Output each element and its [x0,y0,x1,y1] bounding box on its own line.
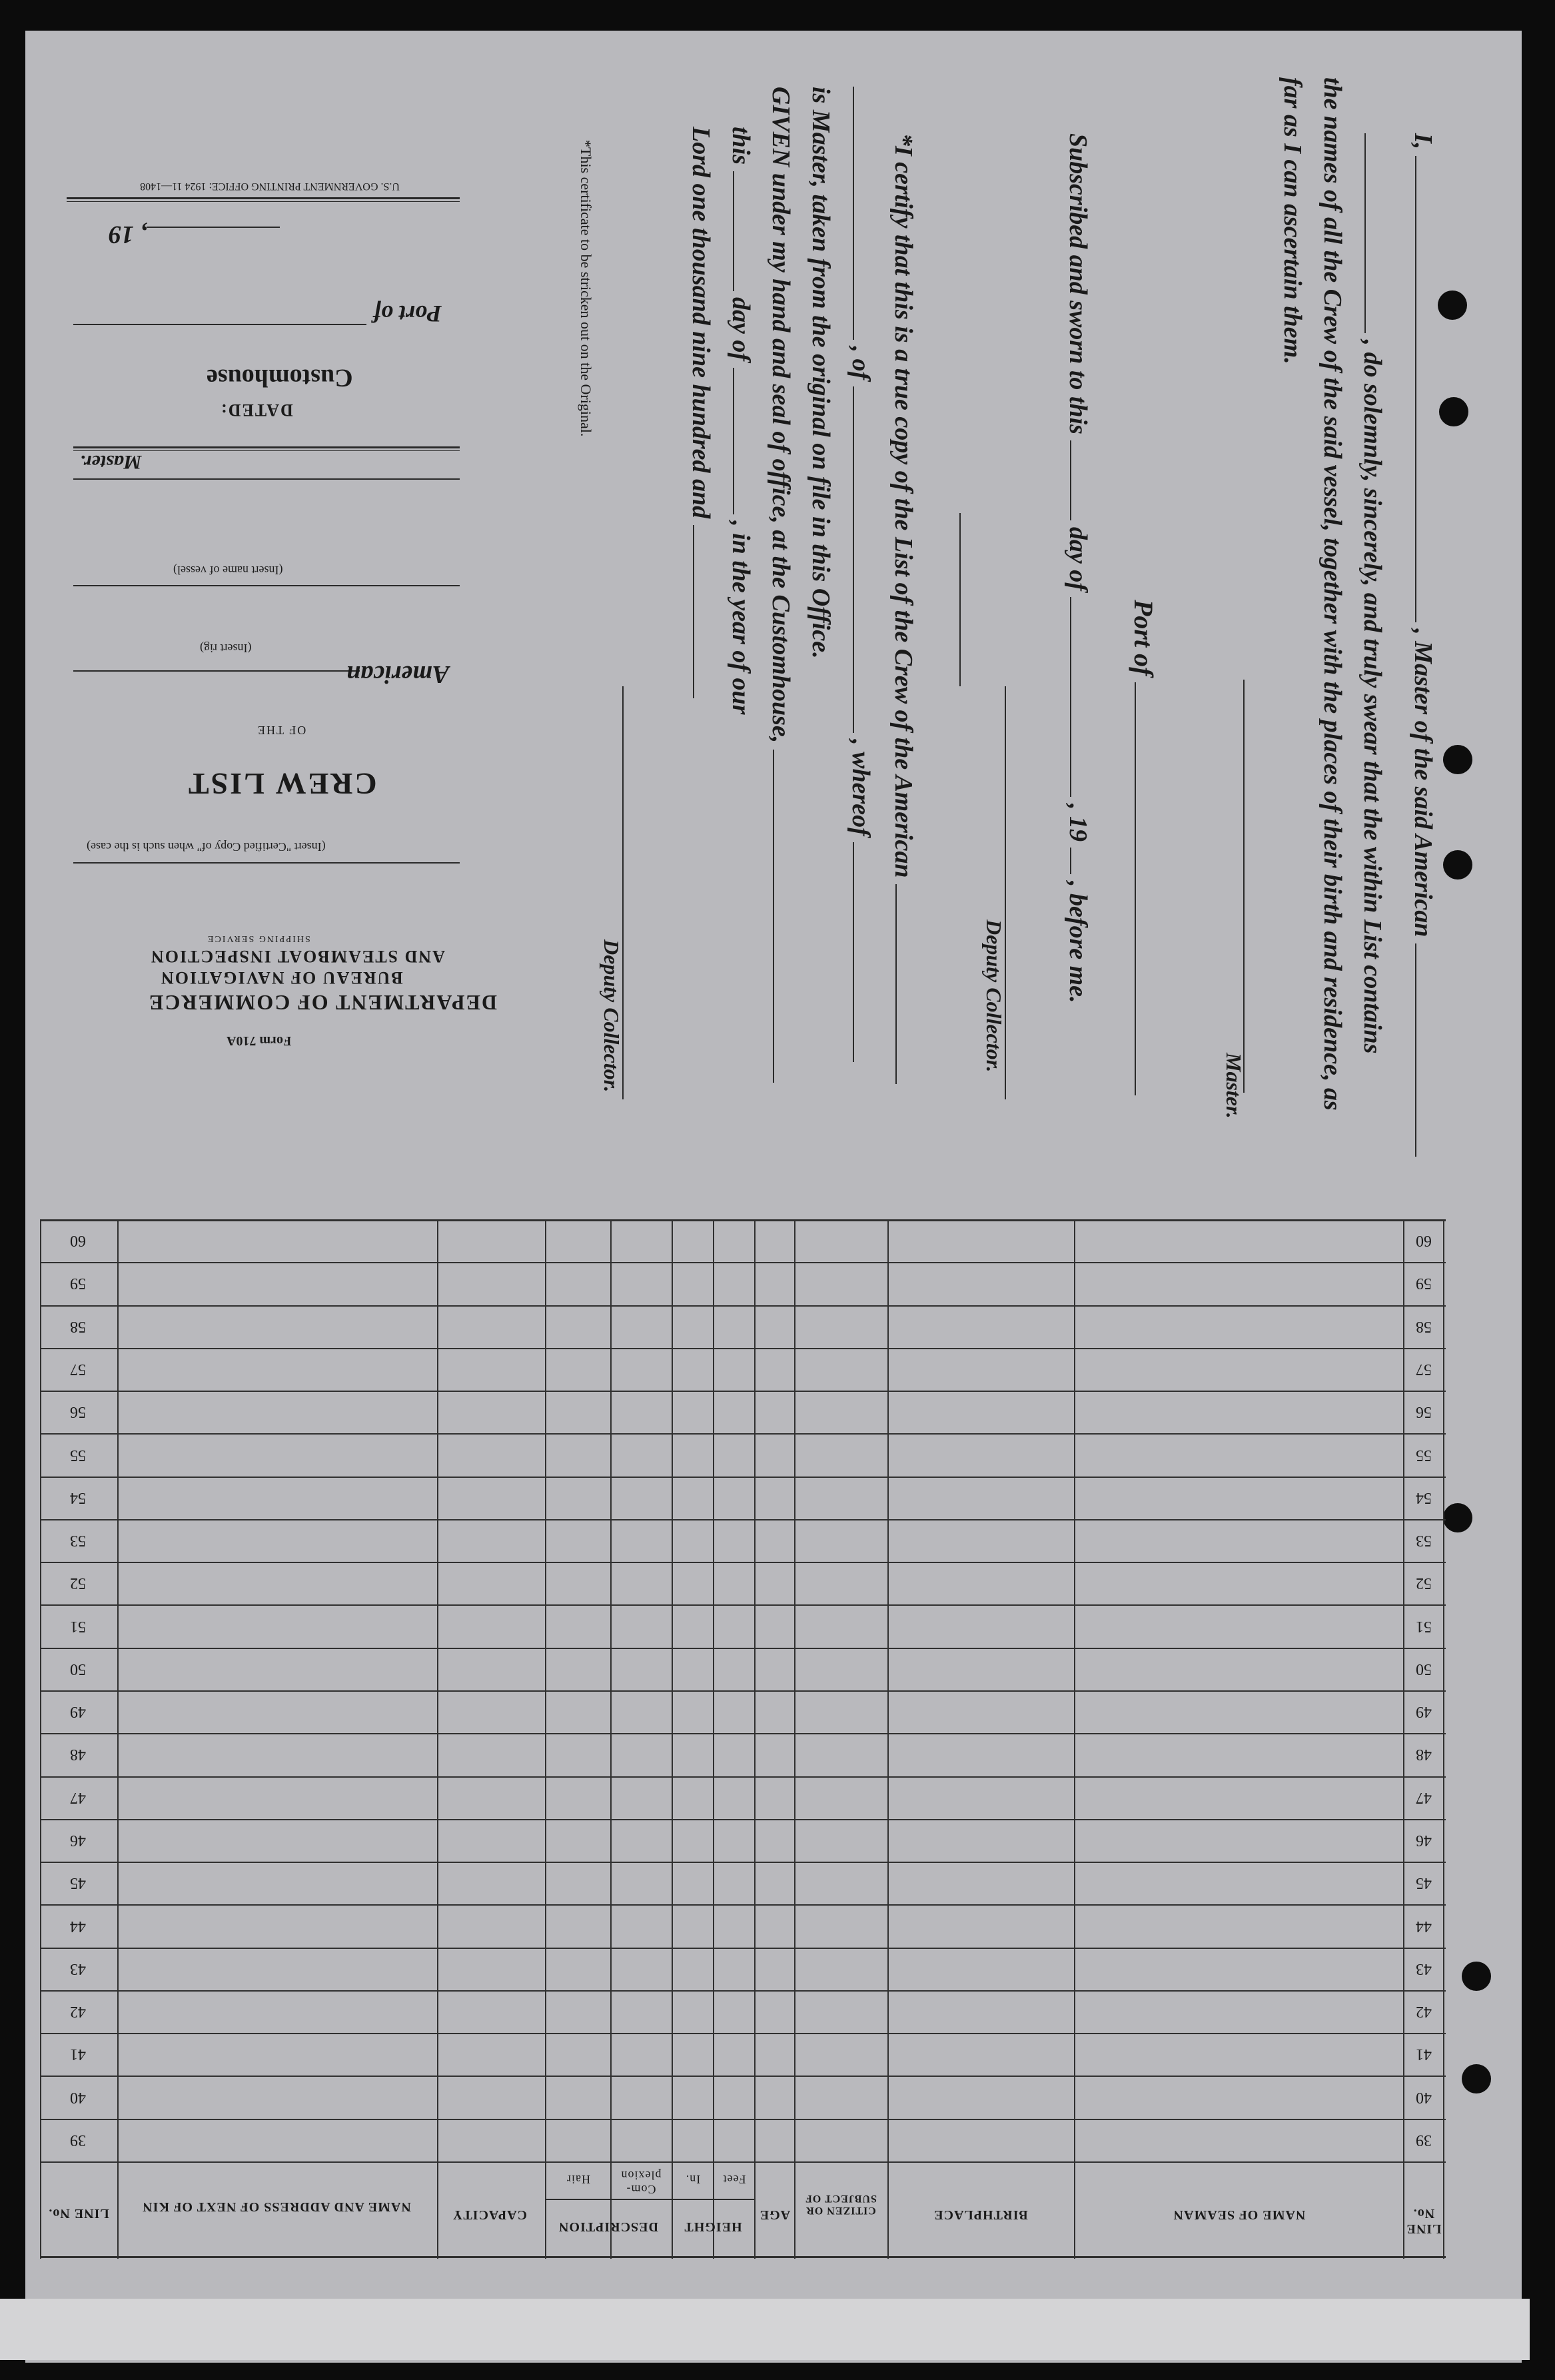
row-number-right: 44 [1416,1917,1432,1935]
certified-copy-note: (Insert "Certified Copy of" when such is the case) [87,840,326,854]
lord-line [686,127,716,698]
header-birthplace: BIRTHPLACE [933,2207,1028,2222]
row-number-left: 42 [70,2003,86,2021]
col-line [610,1219,612,2259]
oath-i: I, [1409,133,1437,150]
header-separator [40,2161,1446,2163]
table-right-border [1443,1219,1444,2259]
row-line [40,1690,1446,1692]
row-number-left: 50 [70,1660,86,1678]
punch-hole [1443,1503,1472,1532]
row-line [40,1648,1446,1649]
lord-year-blank [693,525,698,698]
deputy-collector-label: Deputy Collector. [982,919,1006,1073]
col-line [754,1219,756,2259]
month-blank [1070,597,1075,797]
row-number-right: 55 [1416,1446,1432,1464]
row-line [40,1990,1446,1992]
crew-table [40,1219,1446,2259]
row-line [40,2033,1446,2034]
row-number-left: 55 [70,1446,86,1464]
year-line [60,220,280,249]
year-text: , 19 [109,221,147,249]
row-number-left: 48 [70,1746,86,1764]
row-number-right: 59 [1416,1275,1432,1293]
row-number-right: 43 [1416,1960,1432,1978]
insert-rig-note: (Insert rig) [200,642,252,655]
row-line [40,1305,1446,1307]
header-feet: Feet [722,2173,746,2186]
crew-list-title: CREW LIST [187,767,377,801]
header-age: AGE [759,2207,791,2222]
port-of-label: Port of [1129,600,1159,676]
port-name-blank [853,386,858,733]
row-number-right: 46 [1416,1831,1432,1849]
whereof-text: , whereof [847,739,875,836]
master-signature-label: Master. [1222,1053,1246,1119]
whereof-blank [853,842,858,1062]
of-line [846,87,875,1062]
date-blank [147,227,280,228]
row-number-right: 45 [1416,1874,1432,1892]
this-day-line [726,127,756,714]
of-vessel-blank [853,87,858,340]
row-number-left: 40 [70,2088,86,2106]
subscribed-text: Subscribed and sworn to this [1064,133,1092,434]
row-line [40,2076,1446,2077]
row-number-right: 54 [1416,1488,1432,1506]
row-number-left: 57 [70,1360,86,1378]
is-master-line: is Master, taken from the original on file in this Office. [807,87,835,659]
row-number-left: 49 [70,1703,86,1721]
row-number-right: 52 [1416,1574,1432,1592]
punch-hole [1462,1962,1491,1991]
table-bottom-border [40,2256,1446,2258]
this-text: this [727,127,755,165]
of-the-text: OF THE [257,724,306,737]
col-line [437,1219,438,2259]
col-line [1074,1219,1075,2259]
row-number-left: 53 [70,1532,86,1550]
day-blank-2 [733,368,738,514]
row-number-left: 47 [70,1788,86,1806]
row-number-left: 39 [70,2131,86,2149]
certify-line [889,133,918,1084]
customhouse-label: Customhouse [207,364,353,392]
row-number-right: 39 [1416,2131,1432,2149]
row-line [40,1477,1446,1478]
day-of-text: day of [1064,526,1092,591]
row-number-right: 60 [1416,1232,1432,1250]
of-text: , of [847,346,875,380]
punch-hole [1462,2064,1491,2093]
port-of-line [1128,600,1159,1095]
punch-hole [1443,850,1472,880]
port-blank [1135,682,1140,1095]
oath-line3: the names of all the Crew of the said vessel, together with the places of their birth and residence, as [1318,77,1346,1111]
top-rule-2 [67,201,460,202]
certify-text: *I certify that this is a true copy of the List of the Crew of the American [889,133,917,878]
top-rule [67,197,460,199]
row-number-right: 47 [1416,1788,1432,1806]
header-complexion: Com- plexion [620,2169,662,2196]
department-title: DEPARTMENT OF COMMERCE [148,991,498,1015]
col-line [545,1219,546,2259]
year-of-our-text: , in the year of our [727,520,755,715]
given-line [766,87,795,1083]
row-number-left: 46 [70,1831,86,1849]
port-of-rule [73,324,366,325]
vessel-blank [1415,943,1420,1157]
header-capacity: CAPACITY [452,2207,528,2222]
header-name-of-seaman: NAME OF SEAMAN [1173,2207,1306,2222]
col-line [794,1219,795,2259]
printer-imprint: U.S. GOVERNMENT PRINTING OFFICE: 1924 11—1408 [140,181,400,192]
row-number-right: 53 [1416,1532,1432,1550]
row-line [40,1391,1446,1392]
year-19-text: , 19 [1064,803,1092,842]
row-number-right: 57 [1416,1360,1432,1378]
day-blank [1070,440,1075,520]
oath-master-of: , Master of the said American [1409,628,1437,937]
deputy-collector-label-2: Deputy Collector. [600,939,624,1093]
subscribed-line [1063,133,1093,1003]
col-line [1403,1219,1404,2259]
certify-vessel-blank [895,884,901,1084]
row-number-right: 49 [1416,1703,1432,1721]
row-number-right: 42 [1416,2003,1432,2021]
seal-line [959,513,961,686]
customhouse-blank [773,750,778,1083]
table-left-border [40,1219,41,2259]
header-hair: Hair [566,2173,590,2186]
row-number-right: 48 [1416,1746,1432,1764]
this-blank [733,171,738,291]
col-line [887,1219,889,2259]
rig-rule [73,670,360,672]
row-number-left: 43 [70,1960,86,1978]
row-line [40,1862,1446,1863]
dated-label: DATED: [220,400,293,420]
punch-hole [1438,291,1467,320]
row-number-right: 58 [1416,1317,1432,1335]
table-top-border [40,1219,1446,1221]
page-edge-strip [0,2299,1530,2360]
row-line [40,1776,1446,1778]
row-line [40,2119,1446,2120]
row-line [40,1348,1446,1349]
row-line [40,1904,1446,1906]
cover-port-of: Port of [373,300,442,327]
row-number-left: 52 [70,1574,86,1592]
row-line [40,1519,1446,1520]
vessel-rule [73,585,460,586]
shipping-service: SHIPPING SERVICE [207,933,310,943]
row-number-left: 56 [70,1403,86,1421]
description-subrule [545,2199,672,2200]
insert-vessel-note: (Insert name of vessel) [173,564,283,577]
col-line [713,1219,714,2259]
row-line [40,1604,1446,1606]
row-line [40,1562,1446,1563]
header-next-of-kin: NAME AND ADDRESS OF NEXT OF KIN [142,2199,411,2214]
footnote: *This certificate to be stricken out on the Original. [578,140,594,437]
row-number-left: 41 [70,2046,86,2064]
oath-line1 [1408,133,1438,1157]
cover-master-label: Master. [80,451,142,473]
day-of-text-2: day of [727,297,755,362]
header-line-no-left: LINE No. [48,2206,109,2221]
row-number-right: 41 [1416,2046,1432,2064]
row-line [40,1433,1446,1435]
cover-american: American [346,660,450,688]
oath-line4: far as I can ascertain them. [1279,77,1306,364]
master-rule [73,478,460,480]
vessel-name-blank [1364,133,1370,333]
row-number-left: 58 [70,1317,86,1335]
dated-rule [73,446,460,448]
row-line [40,1733,1446,1734]
bureau-line-2: AND STEAMBOAT INSPECTION [150,947,445,966]
oath-swear-text: , do solemnly, sincerely, and truly swear that the within List contains [1358,339,1386,1054]
before-me-text: , before me. [1064,880,1092,1003]
oath-line2 [1358,133,1387,1053]
height-subrule [672,2199,754,2200]
given-text: GIVEN under my hand and seal of office, at the Customhouse, [767,87,795,744]
certified-rule [73,862,460,864]
year-blank [1070,848,1075,874]
col-line [117,1219,119,2259]
row-line [40,1262,1446,1263]
row-number-left: 54 [70,1488,86,1506]
row-number-right: 51 [1416,1617,1432,1635]
row-number-left: 44 [70,1917,86,1935]
row-number-left: 51 [70,1617,86,1635]
header-line-no-right: LINE No. [1406,2206,1442,2236]
row-number-left: 59 [70,1275,86,1293]
row-number-right: 40 [1416,2088,1432,2106]
bureau-line-1: BUREAU OF NAVIGATION [160,968,403,987]
header-description: DESCRIPTION [558,2219,658,2234]
punch-hole [1443,745,1472,774]
lord-text: Lord one thousand nine hundred and [687,127,715,519]
header-height: HEIGHT [684,2219,742,2234]
row-number-right: 50 [1416,1660,1432,1678]
punch-hole [1439,397,1468,426]
row-number-left: 60 [70,1232,86,1250]
master-name-blank [1415,156,1420,622]
row-number-right: 56 [1416,1403,1432,1421]
form-number: Form 710A [227,1033,292,1048]
header-citizen: CITIZEN OR SUBJECT OF [805,2193,877,2216]
row-line [40,1948,1446,1949]
row-line [40,1819,1446,1820]
row-number-left: 45 [70,1874,86,1892]
header-in: In. [685,2173,701,2186]
col-line [672,1219,673,2259]
master-signature-line [1243,680,1245,1093]
